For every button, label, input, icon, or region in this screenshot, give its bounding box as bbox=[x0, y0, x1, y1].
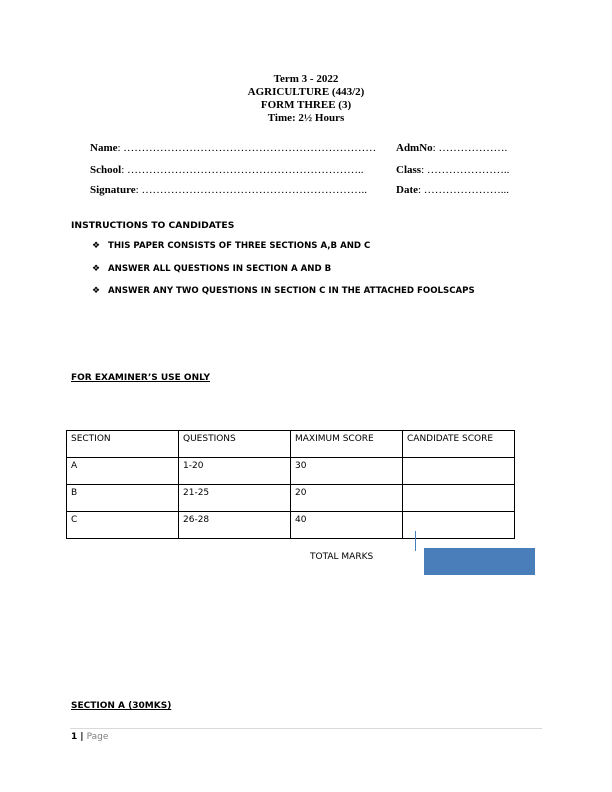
date-field[interactable]: : …………………... bbox=[418, 184, 510, 196]
exam-term: Term 3 - 2022 bbox=[273, 73, 339, 85]
signature-row bbox=[90, 184, 367, 198]
footer-separator: | bbox=[80, 732, 84, 742]
score-table bbox=[66, 430, 515, 539]
exam-time: Time: 2½ Hours bbox=[267, 112, 345, 124]
questions-cell: 1-20 bbox=[179, 458, 291, 485]
date-label: Date bbox=[396, 184, 418, 196]
candidate-score-cell[interactable] bbox=[403, 458, 515, 485]
instructions-title: INSTRUCTIONS TO CANDIDATES bbox=[71, 220, 235, 231]
instruction-text: ANSWER ANY TWO QUESTIONS IN SECTION C IN THE ATTACHED FOOLSCAPS bbox=[108, 286, 475, 296]
maximum-score-cell: 40 bbox=[291, 512, 403, 539]
header-cell-candidate-score: CANDIDATE SCORE bbox=[403, 431, 515, 458]
header-cell-section: SECTION bbox=[67, 431, 179, 458]
class-field[interactable]: : ………………….. bbox=[421, 164, 510, 176]
table-row bbox=[67, 485, 515, 512]
instruction-item bbox=[92, 241, 370, 251]
name-row bbox=[90, 142, 376, 156]
text-cursor bbox=[415, 531, 416, 551]
school-field[interactable]: : ……………………………………………………….. bbox=[121, 164, 364, 176]
page-number: 1 bbox=[71, 732, 78, 742]
exam-form: FORM THREE (3) bbox=[260, 99, 352, 111]
admno-label: AdmNo bbox=[396, 142, 433, 154]
total-marks-label: TOTAL MARKS bbox=[310, 552, 374, 562]
admno-row bbox=[396, 142, 507, 156]
section-a-heading: SECTION A (30MKS) bbox=[71, 701, 172, 711]
name-label: Name bbox=[90, 142, 118, 154]
table-row bbox=[67, 458, 515, 485]
exam-subject: AGRICULTURE (443/2) bbox=[247, 86, 365, 98]
admno-field[interactable]: : ………………. bbox=[432, 142, 508, 154]
candidate-score-cell[interactable] bbox=[403, 512, 515, 539]
exam-header bbox=[0, 73, 612, 125]
signature-label: Signature bbox=[90, 184, 136, 196]
questions-cell: 26-28 bbox=[179, 512, 291, 539]
maximum-score-cell: 20 bbox=[291, 485, 403, 512]
maximum-score-cell: 30 bbox=[291, 458, 403, 485]
school-label: School bbox=[90, 164, 122, 176]
diamond-bullet-icon: ❖ bbox=[92, 241, 101, 251]
diamond-bullet-icon: ❖ bbox=[92, 286, 101, 296]
total-marks-box[interactable] bbox=[424, 548, 535, 575]
examiner-title: FOR EXAMINER’S USE ONLY bbox=[71, 373, 210, 383]
footer-divider bbox=[70, 728, 542, 729]
section-cell: A bbox=[67, 458, 179, 485]
header-cell-questions: QUESTIONS bbox=[179, 431, 291, 458]
section-cell: C bbox=[67, 512, 179, 539]
page-footer bbox=[71, 732, 108, 742]
instruction-item bbox=[92, 264, 331, 274]
page-label: Page bbox=[86, 732, 109, 742]
questions-cell: 21-25 bbox=[179, 485, 291, 512]
class-row bbox=[396, 164, 509, 178]
class-label: Class bbox=[396, 164, 422, 176]
instruction-text: THIS PAPER CONSISTS OF THREE SECTIONS A,B AND C bbox=[108, 241, 371, 251]
instruction-text: ANSWER ALL QUESTIONS IN SECTION A AND B bbox=[108, 264, 332, 274]
header-cell-maximum-score: MAXIMUM SCORE bbox=[291, 431, 403, 458]
diamond-bullet-icon: ❖ bbox=[92, 264, 101, 274]
table-header-row bbox=[67, 431, 515, 458]
table-row bbox=[67, 512, 515, 539]
name-field[interactable]: : …………………………………………………………… bbox=[117, 142, 377, 154]
school-row bbox=[90, 164, 364, 178]
signature-field[interactable]: : …………………………………………………….. bbox=[135, 184, 367, 196]
section-cell: B bbox=[67, 485, 179, 512]
candidate-score-cell[interactable] bbox=[403, 485, 515, 512]
instruction-item bbox=[92, 286, 475, 296]
date-row bbox=[396, 184, 509, 198]
